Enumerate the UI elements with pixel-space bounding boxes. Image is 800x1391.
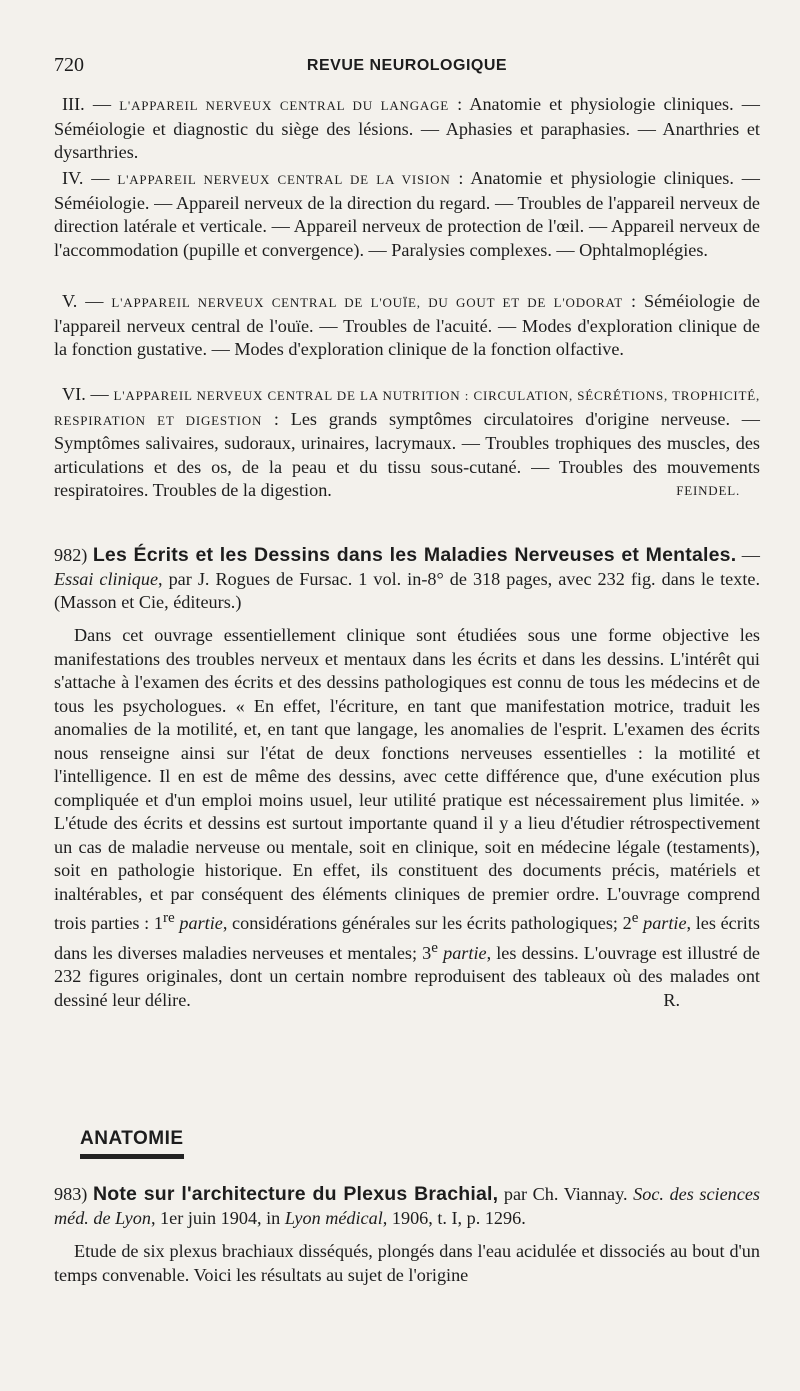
section-number: III. — — [62, 94, 120, 114]
entry-ref-italic: Lyon médical — [284, 1207, 383, 1228]
superscript: e — [631, 909, 639, 926]
entry-ref-text: — — [736, 545, 760, 565]
page-number: 720 — [54, 54, 84, 76]
section-heading: L'APPAREIL NERVEUX CENTRAL DE L'OUÏE, DU GOUT ET DE L'ODORAT — [111, 295, 624, 310]
page-header — [54, 54, 760, 78]
entry-number: 983) — [54, 1184, 93, 1204]
body-text: , les dessins. L'ouvrage est illustré de 232 figures originales, dont un certain nombre reproduisent des tableaux où des malades ont dessiné leur délire. — [54, 942, 760, 1010]
section-text: : Anatomie et physiologie cliniques. — Séméiologie et diagnostic du siège des lésions. — Aphasies et paraphasies. — Anarthries et dysarthries. — [54, 94, 760, 162]
section-number: VI. — — [62, 384, 114, 404]
section-heading: L'APPAREIL NERVEUX CENTRAL DE LA VISION — [117, 172, 451, 187]
entry-982-body — [54, 624, 760, 1012]
section-title: ANATOMIE — [80, 1128, 184, 1159]
entry-983-body — [54, 1240, 760, 1287]
paragraph-v — [54, 290, 760, 362]
entry-number: 982) — [54, 545, 93, 565]
paragraph-iii — [54, 93, 760, 165]
superscript: e — [431, 938, 438, 956]
paragraph-iv — [54, 167, 760, 262]
entry-983-heading — [54, 1183, 760, 1230]
entry-ref-italic: Essai clinique — [54, 568, 159, 589]
section-number: IV. — — [62, 168, 118, 188]
entry-ref-text: , 1er juin 1904, in — [150, 1207, 285, 1228]
entry-ref-text: , par J. Rogues de Fursac. 1 vol. in-8° de 318 pages, avec 232 fig. dans le texte. (Masson et Cie, éditeurs.) — [54, 568, 760, 612]
section-number: V. — — [62, 291, 112, 311]
italic-text: partie — [174, 913, 223, 934]
section-heading: L'APPAREIL NERVEUX CENTRAL DE LA NUTRITION : CIRCULATION, SÉCRÉTIONS, TROPHICITÉ, RESPIRATION ET DIGESTION — [54, 388, 760, 428]
entry-ref-italic: Soc. des sciences méd. de Lyon — [54, 1184, 760, 1228]
section-text: : Les grands symptômes circulatoires d'origine nerveuse. — Symptômes salivaires, sudoraux, urinaires, lacrymaux. — Troubles trophiques des muscles, des articulations et des os, de la peau et du tissu sous-cutané. — Troubles des mouvements respiratoires. Troubles de la digestion. — [54, 408, 760, 500]
italic-text: partie — [638, 913, 687, 934]
body-text: , considérations générales sur les écrits pathologiques; 2 — [222, 913, 632, 934]
section-text: : Séméiologie de l'appareil nerveux central de l'ouïe. — Troubles de l'acuité. — Modes d'exploration clinique de la fonction gustative. — Modes d'exploration clinique de la fonction olfactive. — [54, 291, 760, 359]
entry-title: Note sur l'architecture du Plexus Brachial, — [92, 1183, 499, 1205]
body-text: , les écrits dans les diverses maladies nerveuses et mentales; 3 — [54, 913, 760, 963]
italic-text: partie — [438, 942, 487, 963]
section-text: : Anatomie et physiologie cliniques. — Séméiologie. — Appareil nerveux de la direction du regard. — Troubles de l'appareil nerveux de direction latérale et verticale. — Appareil nerveux de protection de l'œil. — Appareil nerveux de l'accommodation (pupille et convergence). — Paralysies complexes. — Ophtalmoplégies. — [54, 168, 760, 260]
entry-ref-text: par Ch. Viannay. — [498, 1184, 634, 1204]
paragraph-vi — [54, 383, 760, 503]
superscript: re — [162, 909, 175, 926]
running-title: REVUE NEUROLOGIQUE — [306, 57, 508, 74]
entry-982-heading — [54, 544, 760, 615]
body-text: Etude de six plexus brachiaux disséqués, plongés dans l'eau acidulée et dissociés au bout d'un temps convenable. Voici les résultats au sujet de l'origine — [54, 1241, 760, 1285]
signature: FEINDEL. — [676, 483, 740, 498]
signature: R. — [663, 989, 680, 1010]
section-heading: L'APPAREIL NERVEUX CENTRAL DU LANGAGE — [119, 98, 449, 113]
entry-ref-text: , 1906, t. I, p. 1296. — [382, 1207, 526, 1228]
body-text: Dans cet ouvrage essentiellement clinique sont étudiées sous une forme objective les manifestations des troubles nerveux et mentaux dans les écrits et dans les dessins. L'intérêt qui s'attache à l'examen des écrits et des dessins pathologiques est connu de tous les médecins et de tous les psychologues. « En effet, l'écriture, en tant que manifestation motrice, traduit les anomalies de la motilité, et, en tant que langage, les anomalies de l'esprit. L'examen des écrits nous renseigne ainsi sur l'état de deux fonctions nerveuses essentielles : la motilité et l'intelligence. Il en est de même des dessins, avec cette différence que, d'une exécution plus compliquée et d'un emploi moins usuel, leur utilité pratique est nécessairement plus limitée. » L'étude des écrits et dessins est surtout importante quand il y a lieu d'étudier rétrospectivement un cas de maladie nerveuse ou mentale, soit en clinique, soit en médecine légale (testaments), soit en pathologie historique. En effet, ils constituent des documents précis, matériels et inaltérables, et par conséquent des éléments cliniques de premier ordre. L'ouvrage comprend trois parties : 1 — [54, 625, 760, 934]
entry-title: Les Écrits et les Dessins dans les Maladies Nerveuses et Mentales. — [92, 544, 737, 566]
